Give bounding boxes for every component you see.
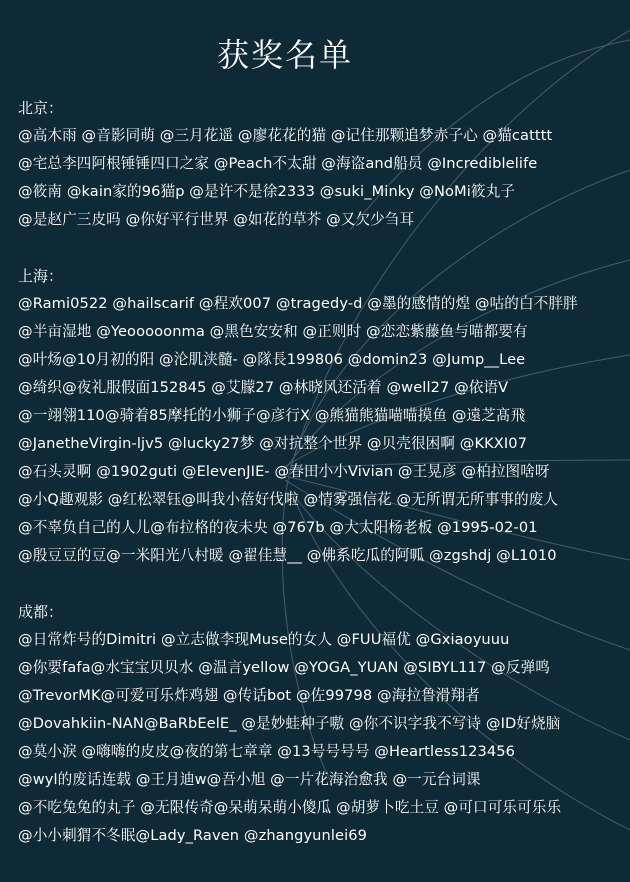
section-chengdu (18, 598, 623, 850)
winner-line: @一翊翎110@骑着85摩托的小狮子@彦行X @熊猫熊猫喵喵摸鱼 @遠芝髙飛 (18, 407, 526, 424)
winner-line: @高木雨 @音影同萌 @三月花遥 @廖花花的猫 @记住那颗追梦赤子心 @猫catttt (18, 127, 553, 144)
winner-line: @不吃兔兔的丸子 @无限传奇@呆萌呆萌小傻瓜 @胡萝卜吃土豆 @可口可乐可乐乐 (18, 799, 562, 816)
winner-list (18, 94, 623, 850)
winner-line: @不辜负自己的人儿@布拉格的夜未央 @767b @大太阳杨老板 @1995-02-01 (18, 519, 538, 536)
winner-line: @JanetheVirgin-ljv5 @lucky27梦 @对抗整个世界 @贝壳很困啊 @KKXI07 (18, 435, 528, 452)
section-shanghai (18, 262, 623, 570)
winner-line: @宅总李四阿根锤锤四口之家 @Peach不太甜 @海盗and船员 @Incrediblelife (18, 155, 538, 172)
winner-line: @叶炀@10月初的阳 @沦肌浃髓- @隊長199806 @domin23 @Jump__Lee (18, 351, 526, 368)
winner-line: @是赵广三皮吗 @你好平行世界 @如花的草芥 @又欠少刍耳 (18, 211, 415, 228)
winner-line: @莫小淚 @嗨嗨的皮皮@夜的第七章章 @13号号号号 @Heartless123456 (18, 743, 516, 760)
section-beijing (18, 94, 623, 234)
winner-line: @日常炸号的Dimitri @立志做李现Muse的女人 @FUU福优 @Gxiaoyuuu (18, 631, 510, 648)
section-label: 上海： (18, 267, 64, 285)
winner-line: @石头灵啊 @1902guti @ElevenJIE- @春田小小Vivian @王晃彦 @柏拉图啥呀 (18, 463, 550, 480)
winner-line: @绮织@夜礼服假面152845 @艾朦27 @林晓风还活着 @well27 @依语V (18, 379, 509, 396)
winner-line: @筱南 @kain家的96猫p @是许不是徐2333 @suki_Minky @NoMi筱丸子 (18, 183, 515, 200)
winner-line: @小Q趣观影 @红松翠钰@叫我小蓓好伐啦 @情雾强信花 @无所谓无所事事的废人 (18, 491, 559, 508)
winner-line: @Rami0522 @hailscarif @程欢007 @tragedy-d @墨的感情的煌 @咕的白不胖胖 (18, 295, 578, 312)
winner-line: @Dovahkiin-NAN@BaRbEelE_ @是妙蛙种子嗷 @你不识字我不写诗 @ID好烧脑 (18, 715, 561, 732)
section-label: 北京： (18, 99, 64, 117)
winner-line: @半亩湿地 @Yeooooonma @黑色安安和 @正则时 @恋恋紫藤鱼与喵都要有 (18, 323, 528, 340)
winner-line: @TrevorMK@可爱可乐炸鸡翅 @传话bot @佐99798 @海拉鲁滑翔者 (18, 687, 480, 704)
winner-line: @小小刺猬不冬眠@Lady_Raven @zhangyunlei69 (18, 827, 368, 844)
section-label: 成都： (18, 603, 64, 621)
winner-line: @殷豆豆的豆@一米阳光八村暖 @翟佳慧__ @佛系吃瓜的阿呱 @zgshdj @L1010 (18, 547, 557, 564)
page-title: 获奖名单 (216, 36, 353, 74)
winner-line: @你要fafa@水宝宝贝贝水 @温言yellow @YOGA_YUAN @SIBYL117 @反弹鸣 (18, 659, 550, 676)
winner-line: @wyl的废话连载 @王月迪w@吾小旭 @一片花海治愈我 @一元台词课 (18, 771, 481, 788)
